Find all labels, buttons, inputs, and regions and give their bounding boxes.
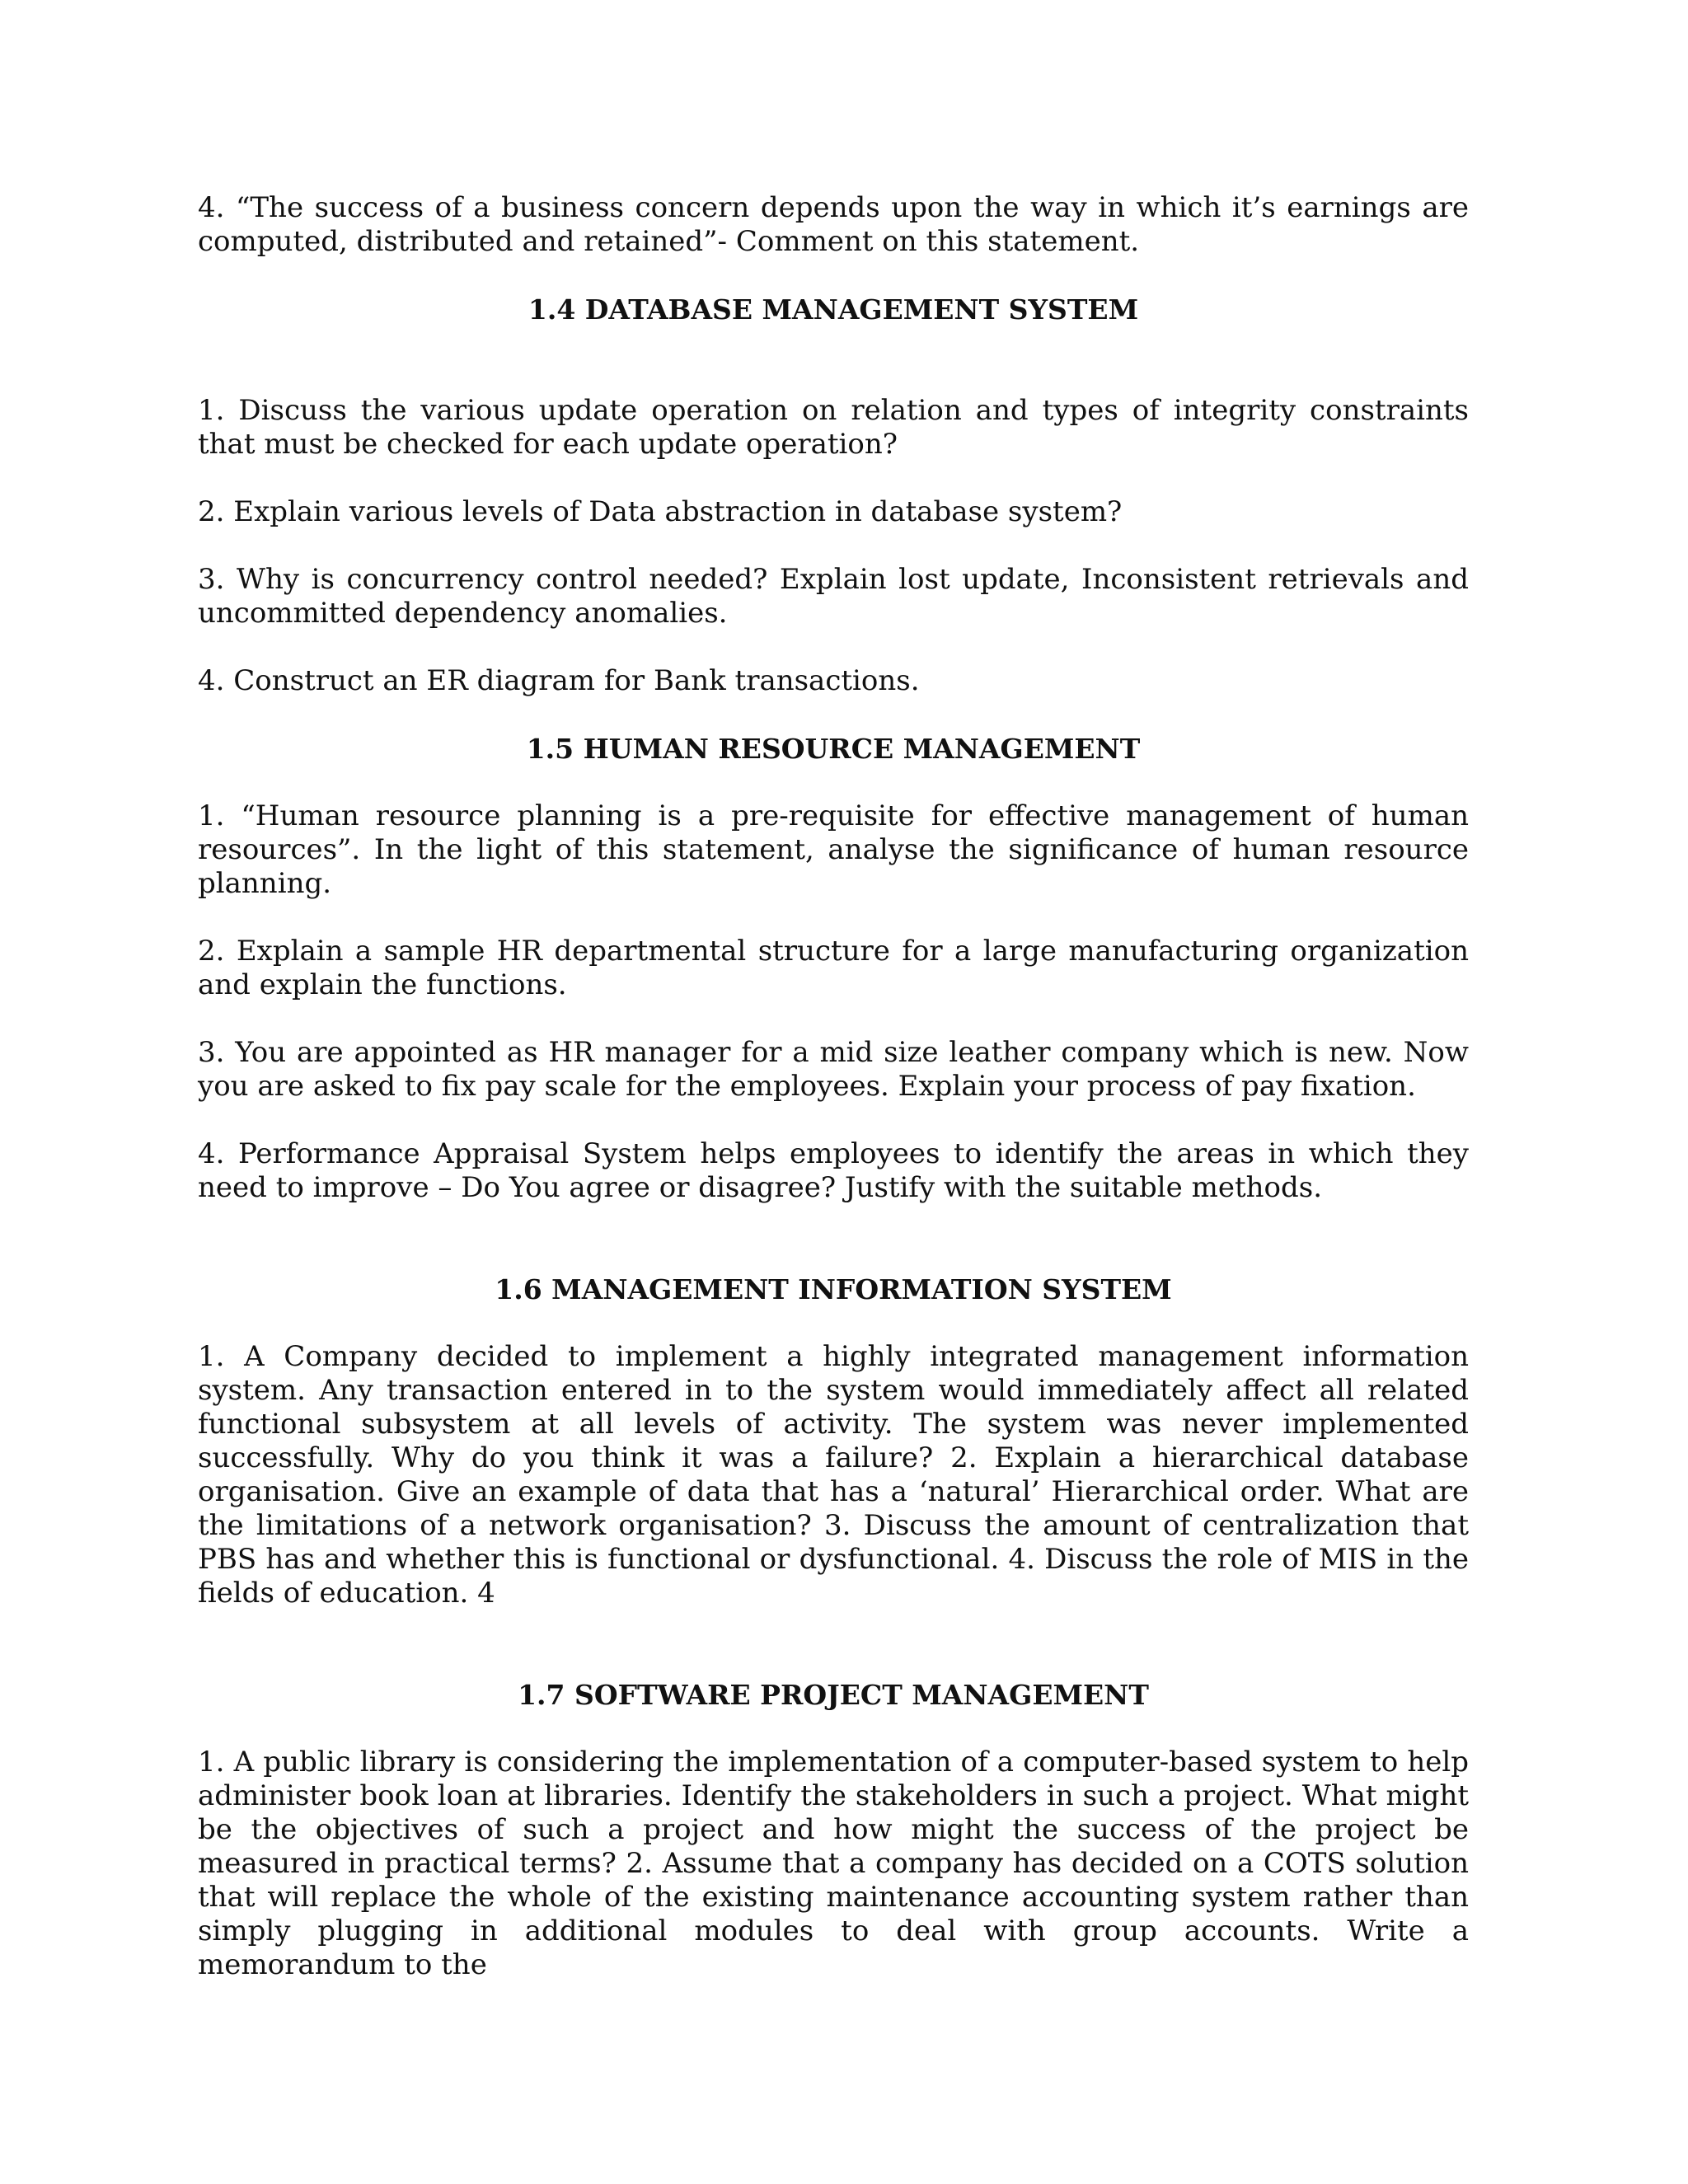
intro-question-4: 4. “The success of a business concern depends upon the way in which it’s earnings are computed, distributed and retained”- Comment on this statement. bbox=[198, 191, 1469, 258]
hrm-question-1: 1. “Human resource planning is a pre-requisite for effective management of human resources”. In the light of this statement, analyse the significance of human resource planning. bbox=[198, 799, 1469, 900]
section-heading-hrm: 1.5 HUMAN RESOURCE MANAGEMENT bbox=[526, 733, 1141, 765]
hrm-question-2: 2. Explain a sample HR departmental structure for a large manufacturing organization and explain the functions. bbox=[198, 935, 1469, 1001]
dbms-question-3: 3. Why is concurrency control needed? Explain lost update, Inconsistent retrievals and uncommitted dependency anomalies. bbox=[198, 563, 1469, 630]
hrm-question-3: 3. You are appointed as HR manager for a mid size leather company which is new. Now you are asked to fix pay scale for the employees. Explain your process of pay fixation. bbox=[198, 1036, 1469, 1103]
section-heading-mis: 1.6 MANAGEMENT INFORMATION SYSTEM bbox=[495, 1273, 1172, 1305]
spm-questions: 1. A public library is considering the implementation of a computer-based system to help administer book loan at libraries. Identify the stakeholders in such a project. What might be the objectives of such a project and how might the success of the project be measured in practical terms? 2. Assume that a company has decided on a COTS solution that will replace the whole of the existing maintenance accounting system rather than simply plugging in additional modules to deal with group accounts. Write a memorandum to the bbox=[198, 1746, 1469, 1981]
dbms-question-2: 2. Explain various levels of Data abstraction in database system? bbox=[198, 495, 1123, 528]
mis-questions: 1. A Company decided to implement a highly integrated management information system. Any transaction entered in to the system would immediately affect all related functional subsystem at all levels of activity. The system was never implemented successfully. Why do you think it was a failure? 2. Explain a hierarchical database organisation. Give an example of data that has a ‘natural’ Hierarchical order. What are the limitations of a network organisation? 3. Discuss the amount of centralization that PBS has and whether this is functional or dysfunctional. 4. Discuss the role of MIS in the fields of education. 4 bbox=[198, 1340, 1469, 1610]
hrm-question-4: 4. Performance Appraisal System helps employees to identify the areas in which they need to improve – Do You agree or disagree? Justify with the suitable methods. bbox=[198, 1137, 1469, 1204]
section-heading-spm: 1.7 SOFTWARE PROJECT MANAGEMENT bbox=[518, 1679, 1149, 1711]
document-page bbox=[198, 191, 1469, 1982]
dbms-question-1: 1. Discuss the various update operation on relation and types of integrity constraints that must be checked for each update operation? bbox=[198, 394, 1469, 461]
section-heading-dbms: 1.4 DATABASE MANAGEMENT SYSTEM bbox=[528, 293, 1139, 326]
dbms-question-4: 4. Construct an ER diagram for Bank transactions. bbox=[198, 664, 920, 697]
